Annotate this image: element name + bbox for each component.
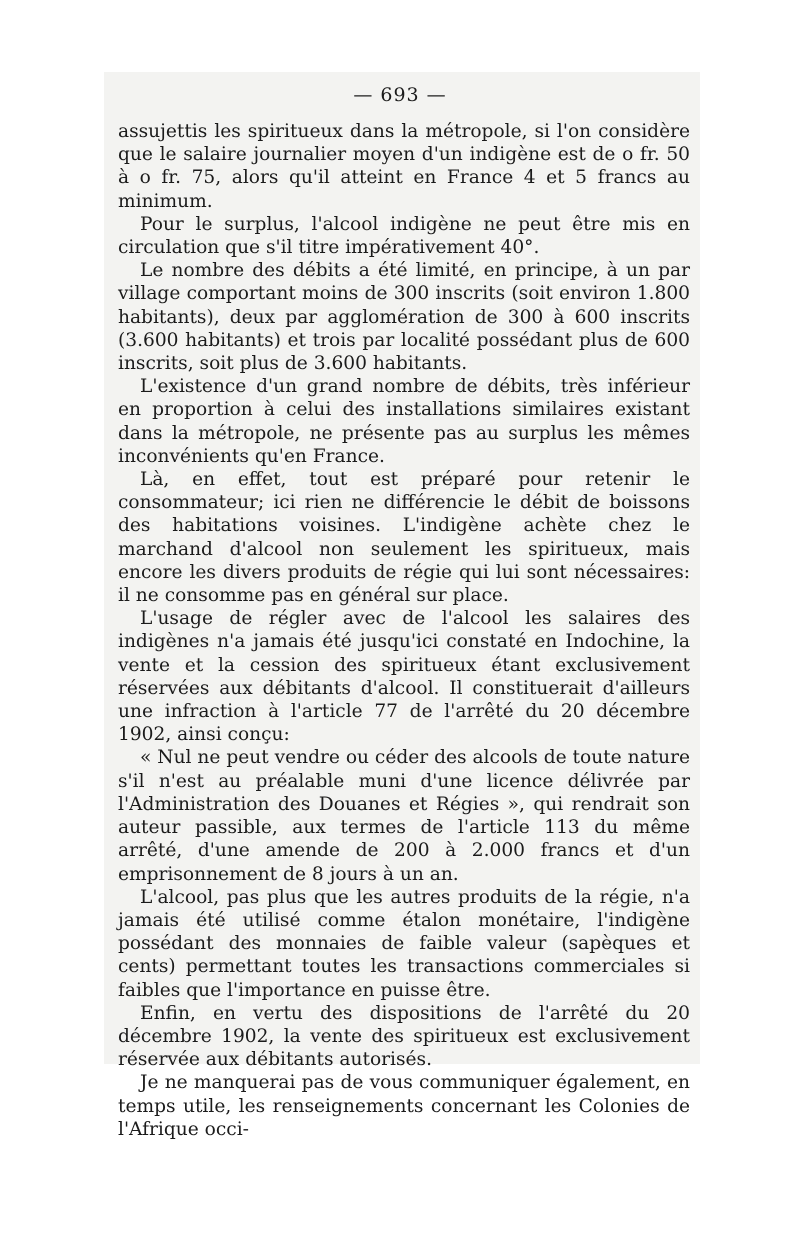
paragraph: assujettis les spiritueux dans la métropole, si l'on considère que le salaire journalier moyen d'un indigène est de o fr. 50 à o fr. 75, alors qu'il atteint en France 4 et 5 francs au minimum. — [118, 121, 690, 212]
paragraph: L'existence d'un grand nombre de débits, très inférieur en proportion à celui des installations similaires existant dans la métropole, ne présente pas au surplus les mêmes inconvénients qu'en France. — [118, 376, 690, 467]
paragraph: L'usage de régler avec de l'alcool les salaires des indigènes n'a jamais été jusqu'ici constaté en Indochine, la vente et la cession des spiritueux étant exclusivement réservées aux débitants d'alcool. Il constituerait d'ailleurs une infraction à l'article 77 de l'arrêté du 20 décembre 1902, ainsi conçu: — [118, 608, 690, 746]
paragraph: Là, en effet, tout est préparé pour retenir le consommateur; ici rien ne différencie le débit de boissons des habitations voisines. L'indigène achète chez le marchand d'alcool non seulement les spiritueux, mais encore les divers produits de régie qui lui sont nécessaires: il ne consomme pas en général sur place. — [118, 469, 690, 607]
quotation-paragraph: « Nul ne peut vendre ou céder des alcools de toute nature s'il n'est au préalable muni d'une licence délivrée par l'Administration des Douanes et Régies », qui rendrait son auteur passible, aux termes de l'article 113 du même arrêté, d'une amende de 200 à 2.000 francs et d'un emprisonnement de 8 jours à un an. — [118, 747, 690, 885]
paragraph: Je ne manquerai pas de vous communiquer également, en temps utile, les renseignements concernant les Colonies de l'Afrique occi- — [118, 1072, 690, 1140]
paragraph: Le nombre des débits a été limité, en principe, à un par village comportant moins de 300 inscrits (soit environ 1.800 habitants), deux par agglomération de 300 à 600 inscrits (3.600 habitants) et trois par localité possédant plus de 600 inscrits, soit plus de 3.600 habitants. — [118, 260, 690, 375]
paragraph: Pour le surplus, l'alcool indigène ne peut être mis en circulation que s'il titre impérativement 40°. — [118, 213, 690, 259]
paragraph: Enfin, en vertu des dispositions de l'arrêté du 20 décembre 1902, la vente des spiritueux est exclusivement réservée aux débitants autorisés. — [118, 1002, 690, 1071]
body-text — [118, 120, 690, 1141]
page-number: — 693 — — [353, 84, 447, 106]
paragraph: L'alcool, pas plus que les autres produits de la régie, n'a jamais été utilisé comme étalon monétaire, l'indigène possédant des monnaies de faible valeur (sapèques et cents) permettant toutes les transactions commerciales si faibles que l'importance en puisse être. — [118, 886, 690, 1001]
